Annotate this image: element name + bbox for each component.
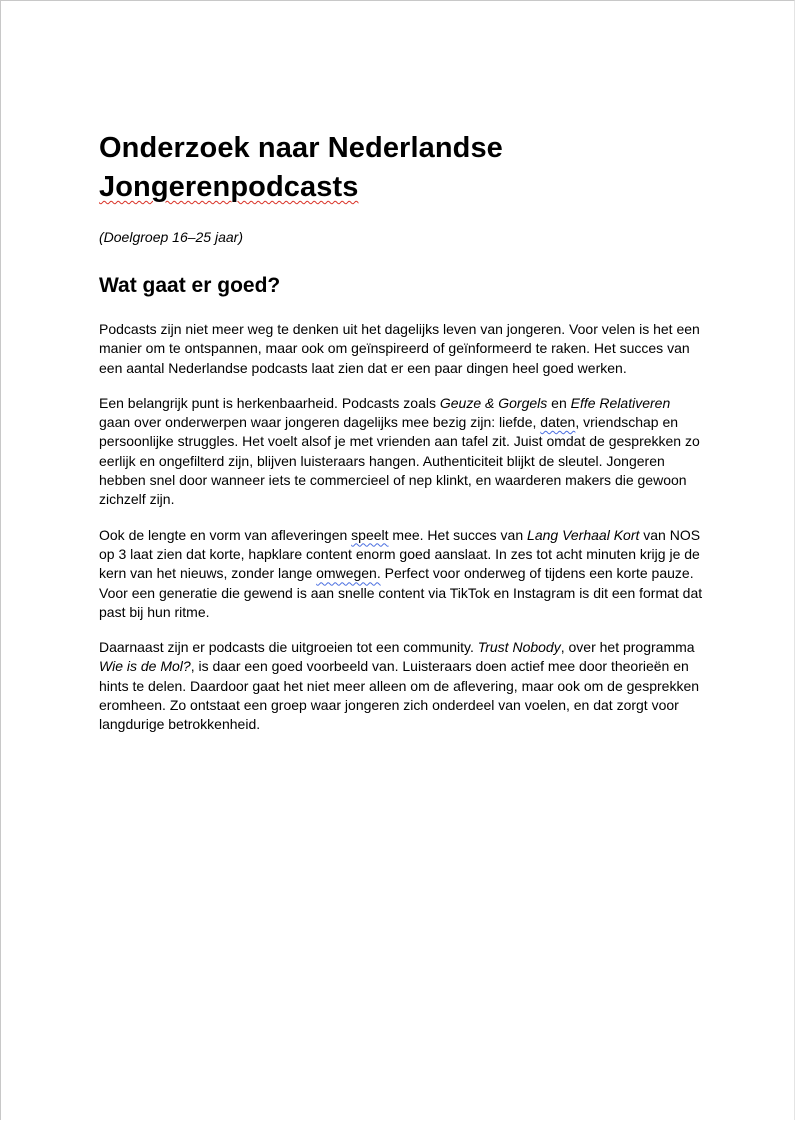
title-line-1[interactable]: Onderzoek naar Nederlandse — [99, 132, 503, 164]
title-line-2[interactable]: Jongerenpodcasts — [99, 171, 359, 203]
section-heading[interactable]: Wat gaat er goed? — [99, 274, 281, 297]
paragraph-1[interactable]: Podcasts zijn niet meer weg te denken uit het dagelijks leven van jongeren. Voor velen is het een manier om te ontspannen, maar ook om geïnspireerd of geïnformeerd te raken. Het succes van een aantal Nederlandse podcasts laat zien dat er een paar dingen heel goed werken. — [99, 321, 700, 376]
document-body[interactable] — [99, 129, 703, 735]
paragraph-2[interactable] — [99, 394, 703, 510]
p2-text-a: Een belangrijk punt is herkenbaarheid. Podcasts zoals — [99, 394, 440, 411]
p3-text-c: mee. Het succes van — [388, 526, 528, 543]
document-subtitle[interactable]: (Doelgroep 16–25 jaar) — [99, 229, 243, 245]
p3-text-e: van NOS op 3 laat zien dat korte, hapklare content enorm goed aanslaat. In zes tot acht minuten krijg je de kern van het nieuws, zonder lange — [99, 526, 701, 582]
p3-text-g: Perfect voor onderweg of tijdens een korte pauze. Voor een generatie die gewend is aan snelle content via TikTok en Instagram is dit een format dat past bij hun ritme. — [99, 565, 703, 620]
p4-text-a: Daarnaast zijn er podcasts die uitgroeien tot een community. — [99, 639, 478, 656]
p4-text-e: , is daar een goed voorbeeld van. Luisteraars doen actief mee door theorieën en hints te delen. Daardoor gaat het niet meer alleen om de aflevering, maar ook om de gesprekken eromheen. Zo ontstaat een groep waar jongeren zich onderdeel van voelen, en dat zorgt voor langdurige betrokkenheid. — [99, 658, 700, 733]
p3-text-a: Ook de lengte en vorm van afleveringen — [99, 526, 352, 543]
p4-title-trust-nobody: Trust Nobody — [477, 639, 561, 656]
p3-grammar-speelt[interactable]: speelt — [351, 526, 389, 543]
p2-text-c: en — [547, 394, 571, 411]
p3-title-lang-verhaal-kort: Lang Verhaal Kort — [527, 526, 640, 543]
p2-text-e: gaan over onderwerpen waar jongeren dagelijks mee bezig zijn: liefde, — [99, 414, 541, 431]
p3-grammar-omwegen[interactable]: omwegen. — [316, 565, 381, 582]
p4-title-wie-is-de-mol: Wie is de Mol? — [99, 658, 191, 675]
p2-title-effe-relativeren: Effe Relativeren — [570, 394, 671, 411]
p2-grammar-daten[interactable]: daten — [540, 414, 576, 431]
p2-title-geuze-gorgels: Geuze & Gorgels — [439, 394, 548, 411]
document-title[interactable] — [99, 129, 703, 207]
p2-text-g: , vriendschap en persoonlijke struggles. Het voelt alsof je met vrienden aan tafel zit. Juist omdat de gesprekken zo eerlijk en ongefilterd zijn, blijven luisteraars hangen. Authenticiteit blijkt de sleutel. Jongeren hebben snel door wanneer iets te commercieel of nep klinkt, en waarderen makers die gewoon zichzelf zijn. — [99, 414, 700, 508]
p4-text-c: , over het programma — [560, 639, 695, 656]
paragraph-4[interactable] — [99, 638, 703, 734]
paragraph-3[interactable] — [99, 526, 703, 622]
